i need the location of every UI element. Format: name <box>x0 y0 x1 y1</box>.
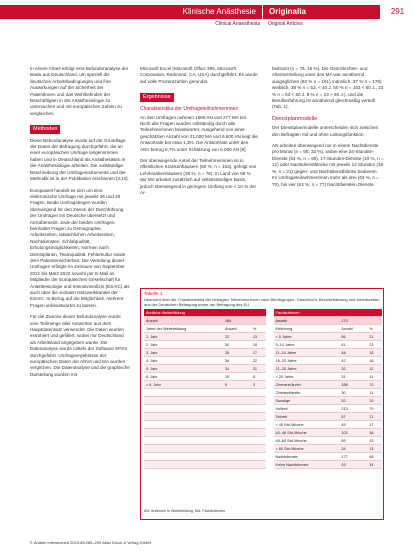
table-cell: 177 <box>339 453 367 461</box>
page-number: 291 <box>390 7 405 16</box>
table-cell: 188 <box>339 381 367 389</box>
table-cell: < 5 Jahre <box>274 333 340 341</box>
table-1 <box>140 288 384 520</box>
right-group-header: Fachärztinnen <box>274 309 383 317</box>
table-cell: Oberarzt/ärztin <box>274 381 340 389</box>
journal-title: Klinische Anästhesie <box>0 5 262 19</box>
col3-paragraph-2: Der Dienstplanmodelle unterscheiden sich zwischen den Befragten mit und ohne Leitungsfunktion. <box>272 125 379 137</box>
table-cell: 213 <box>339 405 367 413</box>
methods-heading: Methoden <box>30 125 60 133</box>
table-cell: 18 <box>251 341 266 349</box>
table-cell: > 6. Jahr <box>144 381 223 389</box>
table-row <box>144 429 382 437</box>
table-cell: 16–20 Jahre <box>274 357 340 365</box>
table-caption: Übersicht über die Charakteristika der befragten Teilnehmerinnen nach Berufsgruppe, Geschlecht, Berufserfahrung und Arbeitszeiten aus der Deutschen Befragung sowie der Befragung des EU. <box>144 297 380 307</box>
table-cell: Vollzeit <box>274 405 340 413</box>
subtitle-left: Clinical Anaesthesia <box>215 21 260 27</box>
right-sub-label: Erfahrung <box>274 325 340 333</box>
table-cell: 28 <box>223 349 251 357</box>
column-2 <box>140 66 258 202</box>
table-cell: 22 <box>223 333 251 341</box>
table-cell: 33 <box>367 437 382 445</box>
table-row <box>144 333 382 341</box>
table-row <box>144 421 382 429</box>
table-row <box>144 453 382 461</box>
table-cell: 11–15 Jahre <box>274 349 340 357</box>
table-row <box>144 373 382 381</box>
table-cell: 61 <box>339 341 367 349</box>
table-cell: 23 <box>367 341 382 349</box>
table-cell: 89 <box>339 437 367 445</box>
table-cell: 21 <box>367 333 382 341</box>
table-cell: 13 <box>367 445 382 453</box>
table-cell: 34 <box>223 365 251 373</box>
table-cell: 102 <box>339 429 367 437</box>
table-cell: 13 <box>251 333 266 341</box>
table-cell: > 60 Std./Woche <box>274 445 340 453</box>
table-cell: 5–10 Jahre <box>274 341 340 349</box>
table-cell: 3. Jahr <box>144 349 223 357</box>
table-cell: 17 <box>251 349 266 357</box>
table-cell: 32 <box>339 365 367 373</box>
table-cell: 79 <box>367 405 382 413</box>
table-cell: 49–60 Std./Woche <box>274 437 340 445</box>
table-row <box>144 357 382 365</box>
table-cell: 1. Jahr <box>144 333 223 341</box>
table-cell: 2. Jahr <box>144 341 223 349</box>
col3-paragraph-3: AN arbeiten überwiegend nur in einem Nachtdienste pro Monat (n = 58, 33 %), wobei eine 24-Stunden-Dienste (53 %, n = 60), 17-Stunden-Dienste (10 %, n = 12) oder Nachtdienstblöcke mit jeweils 12 Stunden (18 %, n = 21) gegen- und Nachtdienstblöcke bedienen. Im Umfrageteilnehmerinnen mehr als drei (63 %, n = 70), bis vier (63 %, n = 77) Nachtdiensten Dienste. <box>272 143 384 187</box>
left-pct-label: % <box>251 325 266 333</box>
results-paragraph-1: An den Umfragen nahmen 1566 AN und 277 MA teil. Nicht alle Fragen wurden vollständig durch alle Teilnehmerinnen beantwortet. Ausgehend von einer geschätzten Anzahl von 21.000 MA und 9.600 AN liegt die Antwortrate bei etwa 1,3%. Die Antwortrate unter den ANV betrug 6,7% unter Schätzung von 6.000 AN [9]. <box>140 114 258 152</box>
right-pct-label: % <box>367 325 382 333</box>
table-cell: 57 <box>339 413 367 421</box>
left-sub-label: Jahre der Weiterbildung <box>144 325 223 333</box>
table-row <box>144 349 382 357</box>
results-heading: Ergebnisse <box>140 93 174 101</box>
table-cell: Nachtdienste <box>274 453 340 461</box>
table-cell: 16 <box>367 357 382 365</box>
left-group-header: Ärztliche Weiterbildung <box>144 309 266 317</box>
table-cell: 18 <box>367 349 382 357</box>
table-cell: 40–48 Std./Woche <box>274 429 340 437</box>
table-header-row <box>144 309 382 317</box>
table-cell: 34 <box>367 461 382 469</box>
table-cell: 70 <box>367 381 382 389</box>
table-cell: 34 <box>339 445 367 453</box>
table-row <box>144 405 382 413</box>
table-cell: 45 <box>339 421 367 429</box>
table-label: Tabelle 1 <box>144 291 163 296</box>
table-row <box>144 437 382 445</box>
table-cell: Teilzeit <box>274 413 340 421</box>
table-cell: 38 <box>367 429 382 437</box>
table-row <box>144 341 382 349</box>
table-row <box>144 413 382 421</box>
table-row <box>144 397 382 405</box>
table-cell: 56 <box>339 333 367 341</box>
results-paragraph-2: Der überwiegende Anteil der Teilnehmerinnen ist in öffentlichen Krankenhäusern (60 %, n = 163), gefolgt von Lehrkrankenhäusern (28 %, n = 76). In Land von 59 % der MA arbeitet zusätzlich auf selbstständiger Basis, jedoch überwiegend in geringem Umfang von < 10 % der Ar- <box>140 158 257 196</box>
table-row <box>144 381 382 389</box>
table-cell: 48 <box>339 349 367 357</box>
table-row <box>144 445 382 453</box>
right-count-value: 270 <box>339 317 367 325</box>
methods-paragraph-3: Für die Zwecke dieser Befundanalyse wurde eine Teilmenge aller Antworten aus dem Hauptdatensatz verwendet. Die Daten wurden extrahiert und gefiltert, wobei nur Deutschland als Arbeitsland angegeben wurde. Die Datenanalyse wurde mittels der Software SPSS durchgeführt. Umfrageergebnisse der europäischen Daten der ANVA und MA wurden verglichen. Die Datenanalyse und die graphische Darstellung wurden mit <box>30 314 130 377</box>
table-cell: 3 <box>251 381 266 389</box>
table-cell: 21 <box>367 413 382 421</box>
table-cell: 17 <box>367 421 382 429</box>
table-cell: < 40 Std./Woche <box>274 421 340 429</box>
left-n-label: Anzahl <box>223 325 251 333</box>
intro-paragraph: In einem Arbeit erfolgt eine Befunderanalyse der Basis aus Deutschland, um speziell die deutschen Arbeitsbedingungen und ihre Auswirkungen auf die Sicherheit der Patientinnen und das Wohlbefinden der Beschäftigten in der Anästhesiologie zu untersuchen und mit europäischen Zahlen zu vergleichen. <box>30 66 129 116</box>
table-row <box>144 365 382 373</box>
software-paragraph: Microsoft Excel (Microsoft Office 365, Microsoft Corporation, Redmond, CA, USA) durchgeführt. Es wurde auf volle Prozentzahlen gerundet. <box>140 66 258 84</box>
col3-paragraph-1: beitszeit (n = 75, 16 %). Die Geschlechter- und Altersverteilung unter den MA war annähernd ausgeglichen (63 % n = 161) männlich, 37 % n = 176) weiblich, 38 % n = 53, < 40 J. 50 % n = 153 < 50 J., 23 % n = 53 < 60 J. 8 % n = 23 > 60 J.), und die Berufserfahrung ist annähernd gleichmäßig verteilt (Tab. 1). <box>272 66 384 110</box>
table-count-row <box>144 317 382 325</box>
table-cell: 42 <box>339 357 367 365</box>
table-cell: 21 <box>251 365 266 373</box>
table-row <box>144 389 382 397</box>
table-cell: > 25 Jahre <box>274 373 340 381</box>
column-1 <box>30 66 130 383</box>
right-n-label: Anzahl <box>339 325 367 333</box>
table-subheader-row <box>144 325 382 333</box>
table-cell: 6. Jahr <box>144 373 223 381</box>
table-cell: 11 <box>367 373 382 381</box>
subtitle-right: Original Articles <box>268 21 303 27</box>
table-cell: 66 <box>367 453 382 461</box>
table-cell: Keine Nachtdienste <box>274 461 340 469</box>
left-count-label: Anzahl <box>144 317 223 325</box>
column-3 <box>272 66 384 193</box>
table-cell: Chefarzt/ärztin <box>274 389 340 397</box>
table-cell: 31 <box>339 373 367 381</box>
table-cell: 4. Jahr <box>144 357 223 365</box>
table-cell: 30 <box>339 389 367 397</box>
methods-paragraph-1: Diese Befundanalyse wurde auf der Grundlage der Daten der Befragung durchgeführt, die an einer europäischen Umfrage teilgenommen haben und in Deutschland als Anästhesisten in der Anästhesiologie arbeiten. Die vollständige Beschreibung der Umfrageinstrumente und der Methodik ist in der Publikation erschienen [3,10]. <box>30 137 129 182</box>
section-title: Originalia <box>262 5 380 19</box>
characteristics-table <box>144 309 382 469</box>
table-cell: 10 <box>223 373 251 381</box>
table-cell: 22 <box>251 357 266 365</box>
table-footnote: AN: Ärztinnen in Weiterbildung; MA: Fachärztinnen. <box>144 509 227 513</box>
right-count-label: Anzahl <box>274 317 340 325</box>
table-cell: Sonstige <box>274 397 340 405</box>
table-cell: 6 <box>251 373 266 381</box>
table-cell: 5 <box>223 381 251 389</box>
table-cell: 12 <box>367 365 382 373</box>
table-cell: 11 <box>367 389 382 397</box>
table-cell: 93 <box>339 461 367 469</box>
left-count-value: 165 <box>223 317 251 325</box>
methods-paragraph-2: Europaweit handelt es sich um eine elektronische Umfrage mit jeweils 36 und 29 Fragen. Beide Umfragebögen wurden überwiegend für den Zweck der Durchführung der Umfragen ins Deutsche übersetzt und rückübersetzt. Jede der beiden Umfragen beinhaltet Fragen zu Demographie, Arbeitszeiten, tatsächlichen Arbeitszeiten, Nachtdiensten, Schlafqualität, Erholungsmöglichkeiten, Normen nach Dienstplänen, Teamqualität, Fehlerkultur sowie dem Patientensicherheit. Die Verteilung dieser Umfragen erfolgte im Zeitraum von September 2021 bis März 2022 sowohl per E-Mail an Mitglieder der Europäischen Gesellschaft für Anästhesiologie und Intensivmedizin (ESAIC) als auch über die sozialen Netzwerkkanäle der ESAIC. In Bezug auf die Möglichkeit, mehrere Fragen unbeantwortet zu lassen. <box>30 187 130 308</box>
table-cell: 21–25 Jahre <box>274 365 340 373</box>
results-subheading: Charakteristika der Umfrageteilnehmerinnen <box>140 105 239 112</box>
table-cell: 30 <box>223 341 251 349</box>
page-footer: © Anästh Intensivmed 2024;65:289–299 Aktiv Druck & Verlag GmbH <box>30 540 152 545</box>
table-cell: 5. Jahr <box>144 365 223 373</box>
table-cell: 36 <box>223 357 251 365</box>
table-row <box>144 461 382 469</box>
table-cell: 19 <box>367 397 382 405</box>
table-cell: 52 <box>339 397 367 405</box>
dienstplan-heading: Dienstplanmodelle <box>272 115 318 122</box>
